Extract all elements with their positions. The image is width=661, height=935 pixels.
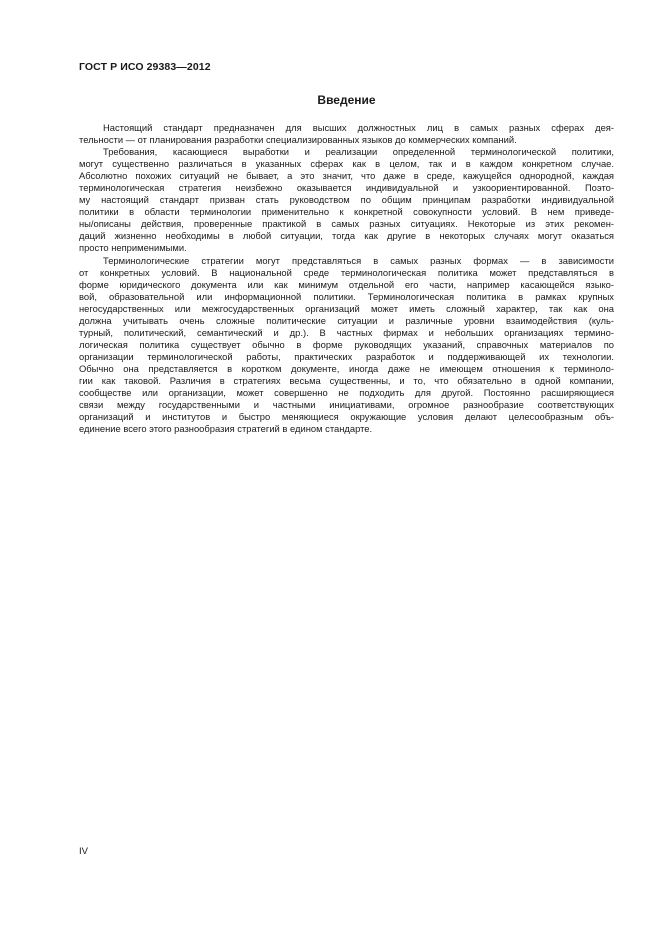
paragraph-line: терминологическая стратегия неизбежно оказывается индивидуальной и узкоориентированной. Поэто- xyxy=(79,182,614,194)
paragraph-line: могут существенно различаться в указанных сферах как в целом, так и в каждом конкретном случае. xyxy=(79,158,614,170)
paragraph-line: организаций и институтов и быстро меняющиеся окружающие условия делают целесообразным объ- xyxy=(79,411,614,423)
paragraph-line: ны/описаны действия, проверенные практикой в самых разных ситуациях. Некоторые из этих рекомен- xyxy=(79,218,614,230)
paragraph-line: форме юридического документа или как минимум отдельной его части, например касающейся языко- xyxy=(79,278,614,290)
paragraph-line: организации терминологической работы, практических разработок и поддерживающей их технологии. xyxy=(79,350,614,362)
paragraph-line: от конкретных условий. В национальной среде терминологическая политика может представляться в xyxy=(79,266,614,278)
paragraph-line: турный, политический, семантический и др.). В частных фирмах и небольших организациях термино- xyxy=(79,326,614,338)
paragraph-line: негосударственных или межгосударственных организаций может иметь сложный характер, так как она xyxy=(79,302,614,314)
paragraph-line: логическая политика существует обычно в форме руководящих указаний, справочных материалов по xyxy=(79,338,614,350)
paragraph-line: Обычно она представляется в коротком документе, иногда даже не имеющем отношения к терминоло- xyxy=(79,362,614,374)
paragraph xyxy=(79,146,614,254)
paragraph-line: единение всего этого разнообразия стратегий в едином стандарте. xyxy=(79,423,373,435)
paragraph-line: даций жизненно необходимы в любой ситуации, тогда как другие в некоторых случаях могут оказаться xyxy=(79,230,614,242)
paragraph-line: Абсолютно похожих ситуаций не бывает, а это значит, что даже в среде, кажущейся однородной, каждая xyxy=(79,170,614,182)
paragraph-line: сообществе или организации, может совершенно не подходить для другой. Постоянно расширяющиеся xyxy=(79,387,614,399)
paragraph-line: тельности — от планирования разработки специализированных языков до коммерческих компаний. xyxy=(79,134,517,146)
paragraph-line: вой, образовательной или информационной политики. Терминологическая политика в рамках крупных xyxy=(79,290,614,302)
paragraph-line: Настоящий стандарт предназначен для высших должностных лиц в самых разных сферах дея- xyxy=(103,122,614,133)
paragraph-line: просто неприменимыми. xyxy=(79,242,187,254)
paragraph-line: му настоящий стандарт призван стать руководством по общим принципам разработки индивидуальной xyxy=(79,194,614,206)
document-body xyxy=(79,122,614,435)
document-header: ГОСТ Р ИСО 29383—2012 xyxy=(79,61,211,73)
paragraph xyxy=(79,255,614,436)
page-number: IV xyxy=(79,846,88,857)
paragraph xyxy=(79,122,614,146)
paragraph-line: должна учитывать очень сложные политические ситуации и различные уровни взаимодействия (куль- xyxy=(79,314,614,326)
paragraph-line: Терминологические стратегии могут представляться в самых разных формах — в зависимости xyxy=(103,254,614,266)
section-title: Введение xyxy=(317,93,376,107)
paragraph-line: политики в области терминологии применительно к конкретной совокупности условий. В нем приведе- xyxy=(79,206,614,218)
paragraph-line: Требования, касающиеся выработки и реализации определенной терминологической политики, xyxy=(103,146,614,158)
paragraph-line: связи между государственными и частными инициативами, огромное разнообразие соответствующих xyxy=(79,399,614,411)
paragraph-line: гии как таковой. Различия в стратегиях весьма существенны, и то, что обязательно в одной компании, xyxy=(79,374,614,386)
